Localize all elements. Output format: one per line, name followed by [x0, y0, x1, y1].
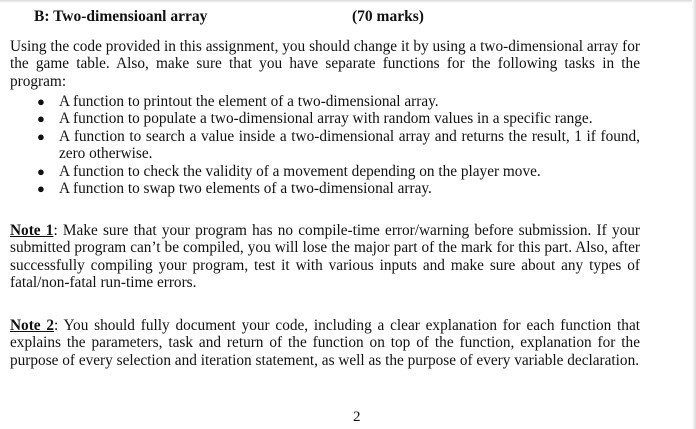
list-item	[36, 163, 640, 180]
list-item	[36, 180, 640, 197]
bullet-icon: ●	[37, 181, 45, 197]
page-number: 2	[353, 409, 361, 425]
note-1-paragraph	[10, 222, 640, 292]
note-1-label: Note 1	[10, 222, 54, 239]
bullet-icon: ●	[37, 94, 45, 109]
bullet-icon: ●	[37, 163, 45, 179]
note-2-paragraph	[10, 317, 640, 369]
task-list	[36, 93, 640, 197]
page-top-edge	[0, 0, 696, 3]
task-text: A function to swap two elements of a two-dimensional array.	[59, 180, 432, 198]
list-item	[36, 128, 640, 163]
bullet-icon: ●	[37, 111, 45, 127]
list-item	[36, 93, 640, 110]
bullet-icon: ●	[37, 128, 45, 144]
note-1-text: : Make sure that your program has no compile-time error/warning before submission. If your submitted program can’t be compiled, you will lose the major part of the mark for this part. Also, after successfully compiling your program, test it with various inputs and make sure about any types of fatal/non-fatal run-time errors.	[10, 222, 640, 292]
task-text: A function to search a value inside a two-dimensional array and returns the result, 1 if found, zero otherwise.	[59, 127, 640, 163]
note-2-label: Note 2	[10, 317, 55, 334]
task-text: A function to check the validity of a movement depending on the player move.	[59, 162, 541, 180]
page-right-edge	[692, 0, 696, 429]
section-marks: (70 marks)	[352, 8, 424, 25]
intro-paragraph: Using the code provided in this assignment, you should change it by using a two-dimensional array for the game table. Also, make sure that you have separate functions for the following tasks in the program:	[10, 38, 640, 90]
note-2-text: : You should fully document your code, including a clear explanation for each function that explains the parameters, task and return of the function on top of the function, explanation for the purpose of every selection and iteration statement, as well as the purpose of every variable declaration.	[10, 317, 640, 369]
section-title: B: Two-dimensioanl array	[34, 8, 208, 25]
task-text: A function to populate a two-dimensional array with random values in a specific range.	[59, 110, 593, 128]
list-item	[36, 110, 640, 127]
task-text: A function to printout the element of a two-dimensional array.	[59, 93, 439, 110]
